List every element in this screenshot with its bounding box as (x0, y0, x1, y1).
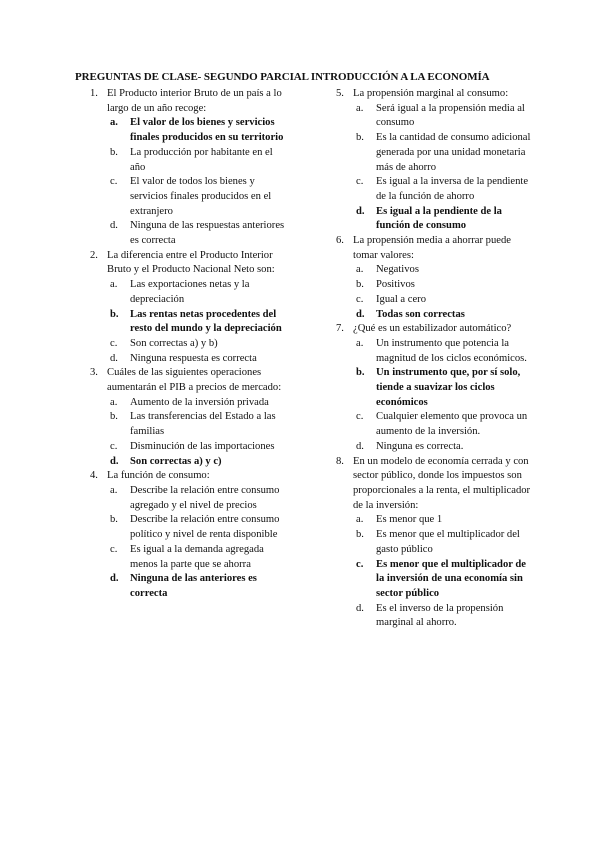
option-text: Un instrumento que potencia la magnitud de los ciclos económicos. (376, 337, 527, 364)
answer-option-correct (110, 116, 288, 145)
option-text: Es menor que el multiplicador de la inversión de una economía sin sector público (376, 558, 526, 599)
option-letter: d. (110, 573, 119, 585)
option-letter: d. (110, 352, 118, 364)
question-number: 6. (336, 235, 344, 247)
answer-option-correct (356, 308, 536, 323)
question-item (336, 322, 536, 337)
question-number: 4. (90, 470, 98, 482)
option-letter: b. (356, 529, 364, 541)
document-title: PREGUNTAS DE CLASE- SEGUNDO PARCIAL INTRODUCCIÓN A LA ECONOMÍA (75, 71, 490, 83)
question-item (336, 455, 536, 514)
option-letter: d. (356, 205, 365, 217)
answer-option (110, 352, 288, 367)
question-item (336, 234, 536, 263)
question-item (90, 469, 288, 484)
option-letter: b. (110, 308, 119, 320)
option-letter: a. (356, 264, 364, 276)
option-letter: b. (356, 279, 364, 291)
option-letter: c. (110, 337, 118, 349)
option-text: Es igual a la inversa de la pendiente de la función de ahorro (376, 176, 529, 202)
answer-option (356, 410, 536, 439)
question-number: 7. (336, 323, 344, 335)
option-text: Es menor que 1 (376, 514, 443, 526)
option-letter: c. (356, 176, 364, 188)
answer-option-correct (356, 205, 536, 234)
question-number: 1. (90, 88, 98, 99)
option-text: Ninguna de las anteriores es correcta (130, 573, 257, 599)
option-letter: c. (356, 558, 364, 570)
answer-option-correct (110, 455, 288, 470)
option-text: Es igual a la pendiente de la función de consumo (376, 205, 502, 232)
answer-option (110, 513, 288, 542)
answer-option (356, 175, 536, 204)
option-letter: d. (110, 455, 119, 467)
option-text: El valor de los bienes y servicios finales producidos en su territorio (130, 117, 284, 144)
answer-option (356, 528, 536, 557)
option-text: Ninguna de las respuestas anteriores es correcta (130, 220, 285, 247)
question-text: ¿Qué es un estabilizador automático? (353, 323, 512, 335)
option-letter: b. (356, 367, 365, 379)
answer-option (356, 278, 536, 293)
answer-option-correct (356, 558, 536, 602)
question-text: El Producto interior Bruto de un país a lo largo de un año recoge: (107, 88, 282, 114)
option-letter: b. (110, 146, 118, 158)
answer-option (110, 484, 288, 513)
option-letter: d. (356, 602, 364, 614)
option-text: Describe la relación entre consumo político y nivel de renta disponible (130, 514, 280, 541)
option-text: Cualquier elemento que provoca un aumento de la inversión. (376, 411, 528, 438)
answer-option (110, 543, 288, 572)
option-letter: a. (110, 117, 118, 129)
answer-option (110, 410, 288, 439)
option-text: Será igual a la propensión media al consumo (376, 102, 525, 129)
option-letter: a. (110, 396, 118, 408)
option-text: Ninguna respuesta es correcta (130, 352, 257, 364)
option-text: Aumento de la inversión privada (130, 396, 269, 408)
option-letter: b. (110, 514, 118, 526)
option-letter: c. (356, 411, 364, 423)
option-letter: a. (356, 337, 364, 349)
option-text: Es el inverso de la propensión marginal al ahorro. (376, 602, 504, 629)
answer-option (110, 396, 288, 411)
answer-option-correct (110, 572, 288, 601)
option-letter: a. (110, 484, 118, 496)
right-column (336, 87, 536, 631)
option-text: Las transferencias del Estado a las familias (130, 411, 276, 438)
question-text: La diferencia entre el Producto Interior Bruto y el Producto Nacional Neto son: (107, 249, 275, 276)
question-text: La propensión media a ahorrar puede tomar valores: (353, 235, 511, 261)
option-text: El valor de todos los bienes y servicios finales producidos en el extranjero (130, 176, 272, 217)
answer-option (110, 278, 288, 307)
question-item (90, 87, 288, 116)
option-letter: b. (110, 411, 118, 423)
option-text: Todas son correctas (376, 308, 465, 320)
option-text: Negativos (376, 264, 419, 276)
left-column (90, 87, 288, 602)
option-text: Son correctas a) y c) (130, 455, 222, 467)
question-number: 5. (336, 88, 344, 99)
option-text: Describe la relación entre consumo agregado y el nivel de precios (130, 484, 280, 511)
option-text: Las exportaciones netas y la depreciación (130, 279, 250, 305)
option-text: Igual a cero (376, 293, 426, 305)
option-letter: a. (110, 279, 118, 291)
option-letter: b. (356, 132, 364, 144)
answer-option (356, 293, 536, 308)
question-number: 3. (90, 367, 98, 379)
option-text: Disminución de las importaciones (130, 440, 275, 452)
question-item (336, 87, 536, 102)
option-letter: c. (356, 293, 364, 305)
option-letter: d. (356, 308, 365, 320)
option-letter: a. (356, 102, 364, 114)
option-text: La producción por habitante en el año (130, 146, 273, 173)
option-text: Positivos (376, 279, 415, 291)
option-letter: d. (110, 220, 118, 232)
option-letter: a. (356, 514, 364, 526)
answer-option (356, 337, 536, 366)
question-item (90, 366, 288, 395)
question-number: 8. (336, 455, 344, 467)
answer-option (356, 263, 536, 278)
option-text: Las rentas netas procedentes del resto del mundo y la depreciación (130, 308, 282, 335)
answer-option-correct (356, 366, 536, 410)
question-text: Cuáles de las siguientes operaciones aumentarán el PIB a precios de mercado: (107, 367, 282, 394)
answer-option (356, 102, 536, 131)
answer-option (110, 175, 288, 219)
answer-option (356, 440, 536, 455)
question-text: La función de consumo: (107, 470, 210, 482)
question-item (90, 249, 288, 278)
answer-option (110, 146, 288, 175)
option-text: Son correctas a) y b) (130, 337, 218, 349)
option-text: Es igual a la demanda agregada menos la parte que se ahorra (130, 543, 264, 570)
option-text: Es menor que el multiplicador del gasto público (376, 529, 520, 555)
answer-option (110, 337, 288, 352)
answer-option (356, 513, 536, 528)
question-text: La propensión marginal al consumo: (353, 88, 509, 99)
answer-option (356, 602, 536, 631)
answer-option (110, 440, 288, 455)
question-number: 2. (90, 249, 98, 261)
option-text: Ninguna es correcta. (376, 440, 464, 452)
option-text: Un instrumento que, por sí solo, tiende a suavizar los ciclos económicos (376, 367, 521, 408)
question-text: En un modelo de economía cerrada y con sector público, donde los impuestos son proporcionales a la renta, el multiplicador de la inversión: (353, 455, 531, 511)
option-letter: c. (110, 543, 118, 555)
option-letter: c. (110, 176, 118, 188)
option-letter: d. (356, 440, 364, 452)
answer-option-correct (110, 308, 288, 337)
answer-option (356, 131, 536, 175)
option-text: Es la cantidad de consumo adicional generada por una unidad monetaria más de ahorro (376, 132, 531, 173)
answer-option (110, 219, 288, 248)
option-letter: c. (110, 440, 118, 452)
